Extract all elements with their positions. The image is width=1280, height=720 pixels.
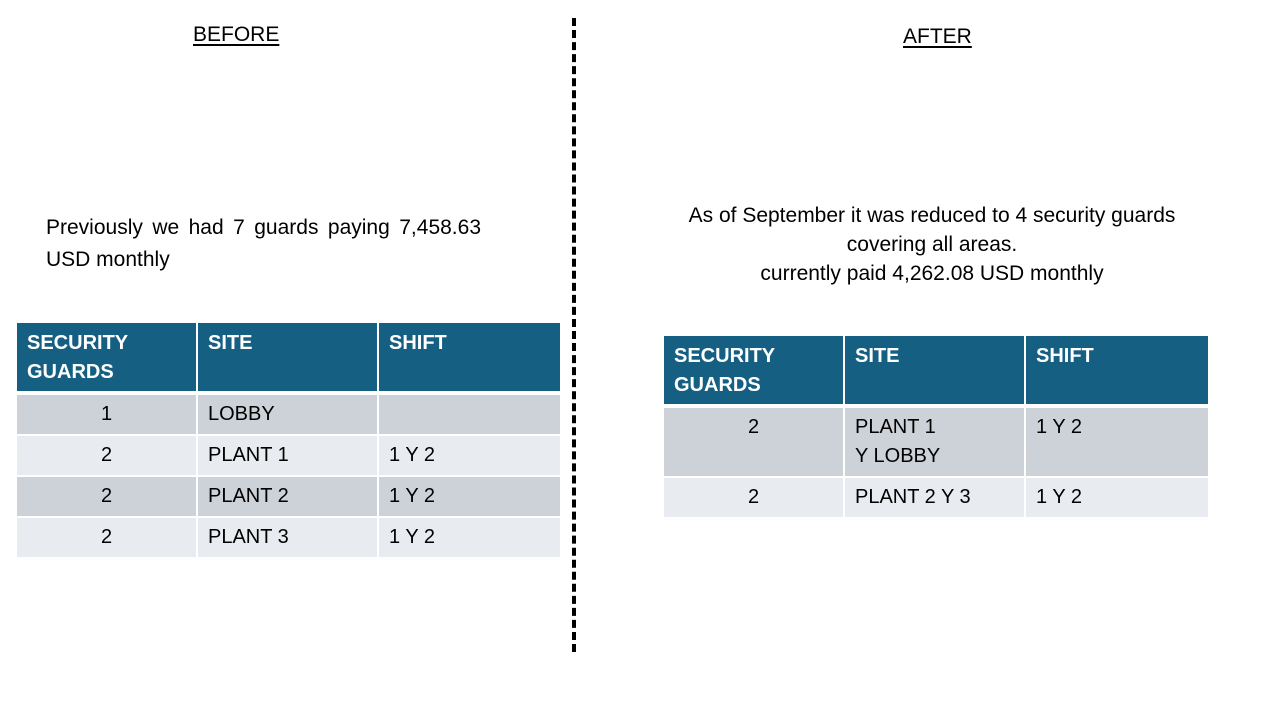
header-security-guards: SECURITY GUARDS [17, 323, 198, 395]
shift-cell [379, 395, 560, 436]
header-site: SITE [845, 336, 1026, 408]
guards-count-cell: 2 [17, 436, 198, 477]
site-cell: PLANT 2 [198, 477, 379, 518]
after-heading: AFTER [903, 25, 972, 48]
shift-cell: 1 Y 2 [1026, 478, 1208, 519]
site-cell: PLANT 2 Y 3 [845, 478, 1026, 519]
after-description-line: covering all areas. [846, 233, 1018, 256]
dashed-divider [572, 18, 576, 652]
table-row [17, 477, 560, 518]
after-description-line: As of September it was reduced to 4 security guards [688, 204, 1176, 227]
header-security-guards: SECURITY GUARDS [664, 336, 845, 408]
header-shift: SHIFT [1026, 336, 1208, 408]
before-heading: BEFORE [193, 23, 280, 46]
table-row [17, 395, 560, 436]
after-description-line: currently paid 4,262.08 USD monthly [760, 262, 1104, 285]
guards-count-cell: 1 [17, 395, 198, 436]
guards-count-cell: 2 [664, 478, 845, 519]
site-cell: LOBBY [198, 395, 379, 436]
table-row [17, 518, 560, 559]
site-cell: PLANT 1 [198, 436, 379, 477]
table-row [17, 436, 560, 477]
guards-count-cell: 2 [17, 477, 198, 518]
guards-count-cell: 2 [664, 408, 845, 478]
table-header-row [664, 336, 1208, 408]
shift-cell: 1 Y 2 [379, 477, 560, 518]
site-cell: PLANT 3 [198, 518, 379, 559]
before-guards-table [17, 323, 560, 559]
header-shift: SHIFT [379, 323, 560, 395]
shift-cell: 1 Y 2 [1026, 408, 1208, 478]
after-description [650, 201, 1214, 288]
table-row [664, 478, 1208, 519]
guards-count-cell: 2 [17, 518, 198, 559]
before-description: Previously we had 7 guards paying 7,458.63 USD monthly [46, 216, 481, 271]
site-cell: PLANT 1 Y LOBBY [845, 408, 1026, 478]
table-row [664, 408, 1208, 478]
after-guards-table [664, 336, 1208, 519]
header-site: SITE [198, 323, 379, 395]
table-header-row [17, 323, 560, 395]
shift-cell: 1 Y 2 [379, 518, 560, 559]
shift-cell: 1 Y 2 [379, 436, 560, 477]
